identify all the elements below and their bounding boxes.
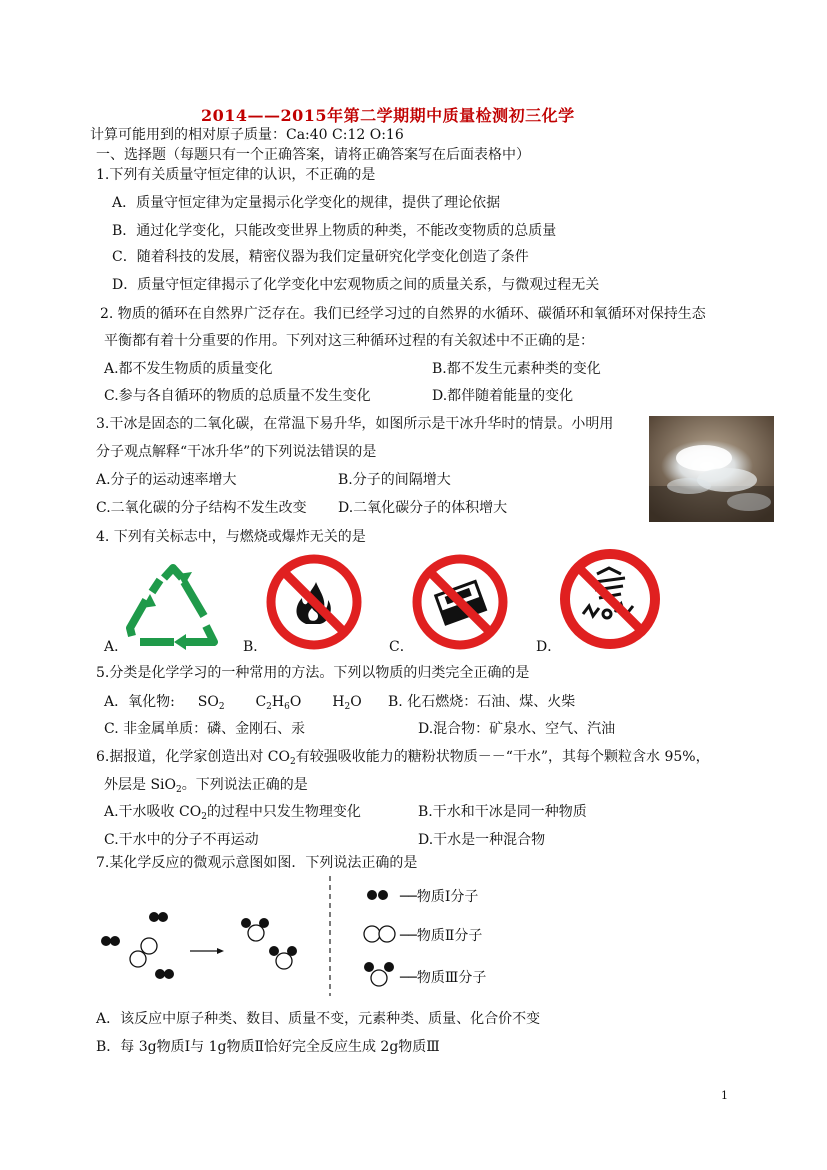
dry-ice-photo [649, 416, 774, 522]
q5-option-b: B. 化石燃烧：石油、煤、火柴 [388, 694, 576, 710]
q1-option-c: C．随着科技的发展，精密仪器为我们定量研究化学变化创造了条件 [112, 249, 529, 265]
q5-option-c: C. 非金属单质：磷、金刚石、汞 [104, 721, 306, 737]
q6-option-d: D.干水是一种混合物 [418, 832, 546, 848]
page-number: 1 [721, 1089, 728, 1102]
legend-substance-1: ──物质Ⅰ分子 [400, 889, 479, 905]
q3-stem-line2: 分子观点解释“干冰升华”的下列说法错误的是 [96, 444, 377, 460]
q4-stem: 4. 下列有关标志中，与燃烧或爆炸无关的是 [96, 529, 366, 545]
q3-option-c: C.二氧化碳的分子结构不发生改变 [96, 500, 307, 516]
q2-option-a: A.都不发生物质的质量变化 [104, 361, 273, 377]
q5-option-a-label: A．氧化物: [104, 694, 175, 710]
q2-option-b: B.都不发生元素种类的变化 [432, 361, 601, 377]
atomic-masses: 计算可能用到的相对原子质量：Ca:40 C:12 O:16 [90, 127, 404, 143]
q4-option-b: B． [243, 639, 268, 655]
no-open-flame-icon [266, 554, 362, 650]
legend-substance-2: ──物质Ⅱ分子 [400, 928, 483, 944]
page-title: 2014——2015年第二学期期中质量检测初三化学 [201, 106, 575, 125]
legend-substance-3: ──物质Ⅲ分子 [400, 970, 487, 986]
q2-stem-line1: 2. 物质的循环在自然界广泛存在。我们已经学习过的自然界的水循环、碳循环和氧循环对保持生态 [100, 306, 706, 322]
formula-c2h6o: $C_2H_6O$ [255, 694, 302, 712]
no-fireworks-icon [559, 548, 661, 650]
q2-option-c: C.参与各自循环的物质的总质量不发生变化 [104, 388, 371, 404]
q7-option-a: A．该反应中原子种类、数目、质量不变，元素种类、质量、化合价不变 [96, 1011, 541, 1027]
q6-stem-line1: 6.据报道，化学家创造出对 $CO_2$有较强吸收能力的糖粉状物质－－“干水”，其每个颗粒含水 95%， [96, 749, 710, 767]
q5-option-a [104, 693, 362, 716]
q4-option-a: A． [104, 639, 129, 655]
q1-option-a: A．质量守恒定律为定量揭示化学变化的规律，提供了理论依据 [112, 195, 501, 211]
recycle-icon [126, 564, 220, 650]
q4-option-c: C． [389, 639, 414, 655]
q3-option-a: A.分子的运动速率增大 [96, 472, 237, 488]
q2-option-d: D.都伴随着能量的变化 [432, 388, 574, 404]
q6-option-b: B.干水和干冰是同一种物质 [418, 804, 587, 820]
q5-option-d: D.混合物：矿泉水、空气、汽油 [418, 721, 616, 737]
q1-option-d: D．质量守恒定律揭示了化学变化中宏观物质之间的质量关系，与微观过程无关 [112, 277, 600, 293]
q5-stem: 5.分类是化学学习的一种常用的方法。下列以物质的归类完全正确的是 [96, 665, 530, 681]
q4-option-d: D． [536, 639, 562, 655]
formula-so2: $SO_2$ [197, 694, 225, 712]
q1-stem: 1.下列有关质量守恒定律的认识，不正确的是 [96, 167, 376, 183]
q7-stem: 7.某化学反应的微观示意图如图．下列说法正确的是 [96, 855, 418, 871]
q3-option-d: D.二氧化碳分子的体积增大 [338, 500, 508, 516]
q3-option-b: B.分子的间隔增大 [338, 472, 451, 488]
q1-option-b: B．通过化学变化，只能改变世界上物质的种类，不能改变物质的总质量 [112, 223, 557, 239]
formula-h2o: $H_2O$ [332, 694, 362, 712]
q6-stem-line2: 外层是 SiO$_2$。下列说法正确的是 [104, 777, 308, 795]
q2-stem-line2: 平衡都有着十分重要的作用。下列对这三种循环过程的有关叙述中不正确的是： [104, 333, 594, 349]
q6-option-a: A.干水吸收 $CO_2$的过程中只发生物理变化 [104, 804, 361, 822]
q7-option-b: B．每 3g物质Ⅰ与 1g物质Ⅱ恰好完全反应生成 2g物质Ⅲ [96, 1039, 440, 1055]
section-heading: 一、选择题（每题只有一个正确答案，请将正确答案写在后面表格中） [96, 147, 530, 163]
q6-option-c: C.干水中的分子不再运动 [104, 832, 259, 848]
no-matches-icon [412, 554, 508, 650]
q3-stem-line1: 3.干冰是固态的二氧化碳，在常温下易升华，如图所示是干冰升华时的情景。小明用 [96, 416, 614, 432]
